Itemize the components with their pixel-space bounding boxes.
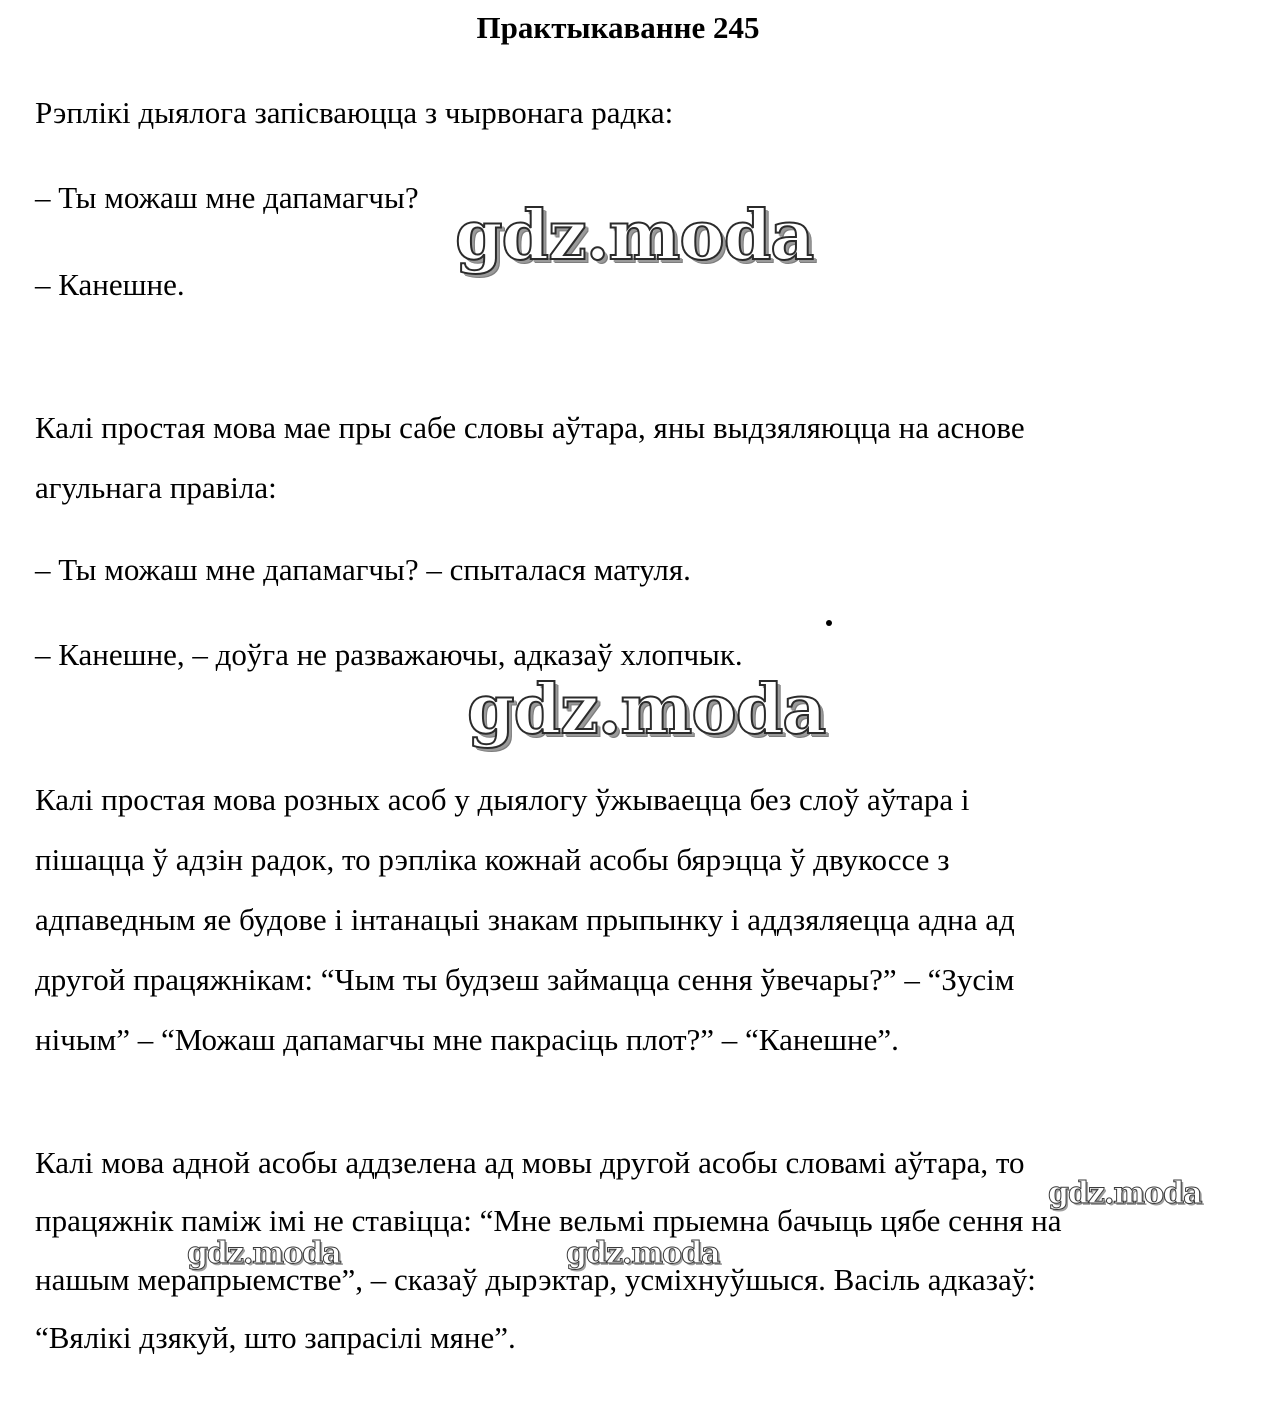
paragraph-line: нічым” – “Можаш дапамагчы мне пакрасіць плот?” – “Канешне”. — [35, 1022, 899, 1057]
paragraph-line: агульнага правіла: — [35, 470, 277, 505]
watermark-logo: gdz.moda — [467, 670, 826, 750]
dialogue-line: – Канешне, – доўга не разважаючы, адказаў хлопчык. — [35, 637, 743, 672]
paragraph-line: Калі простая мова мае пры сабе словы аўтара, яны выдзяляюцца на аснове — [35, 410, 1025, 445]
section1-intro: Рэплікі дыялога запісваюцца з чырвонага радка: — [35, 95, 674, 130]
paragraph-line: Калі мова адной асобы аддзелена ад мовы другой асобы словамі аўтара, то — [35, 1145, 1025, 1180]
paragraph-line: другой працяжнікам: “Чым ты будзеш займацца сення ўвечары?” – “Зусім — [35, 962, 1015, 997]
paragraph-line: нашым мерапрыемстве”, – сказаў дырэктар, усміхнуўшыся. Васіль адказаў: — [35, 1262, 1036, 1297]
dialogue-line: – Ты можаш мне дапамагчы? – спыталася матуля. — [35, 552, 691, 587]
paragraph-line: працяжнік паміж імі не ставіцца: “Мне вельмі прыемна бачыць цябе сення на — [35, 1203, 1062, 1238]
watermark-logo: gdz.moda — [187, 1236, 341, 1271]
watermark-logo: gdz.moda — [566, 1236, 720, 1271]
watermark-logo: gdz.moda — [1048, 1176, 1202, 1211]
paragraph-line: адпаведным яе будове і інтанацыі знакам прыпынку і аддзяляецца адна ад — [35, 902, 1015, 937]
watermark-logo: gdz.moda — [455, 196, 814, 276]
stray-dot — [826, 620, 832, 626]
paragraph-line: Калі простая мова розных асоб у дыялогу ўжываецца без слоў аўтара і — [35, 782, 970, 817]
dialogue-line: – Канешне. — [35, 267, 185, 302]
paragraph-line: пішацца ў адзін радок, то рэпліка кожнай асобы бярэцца ў двукоссе з — [35, 842, 950, 877]
page-title: Практыкаванне 245 — [476, 10, 760, 45]
paragraph-line: “Вялікі дзякуй, што запрасілі мяне”. — [35, 1320, 516, 1355]
dialogue-line: – Ты можаш мне дапамагчы? — [35, 180, 419, 215]
